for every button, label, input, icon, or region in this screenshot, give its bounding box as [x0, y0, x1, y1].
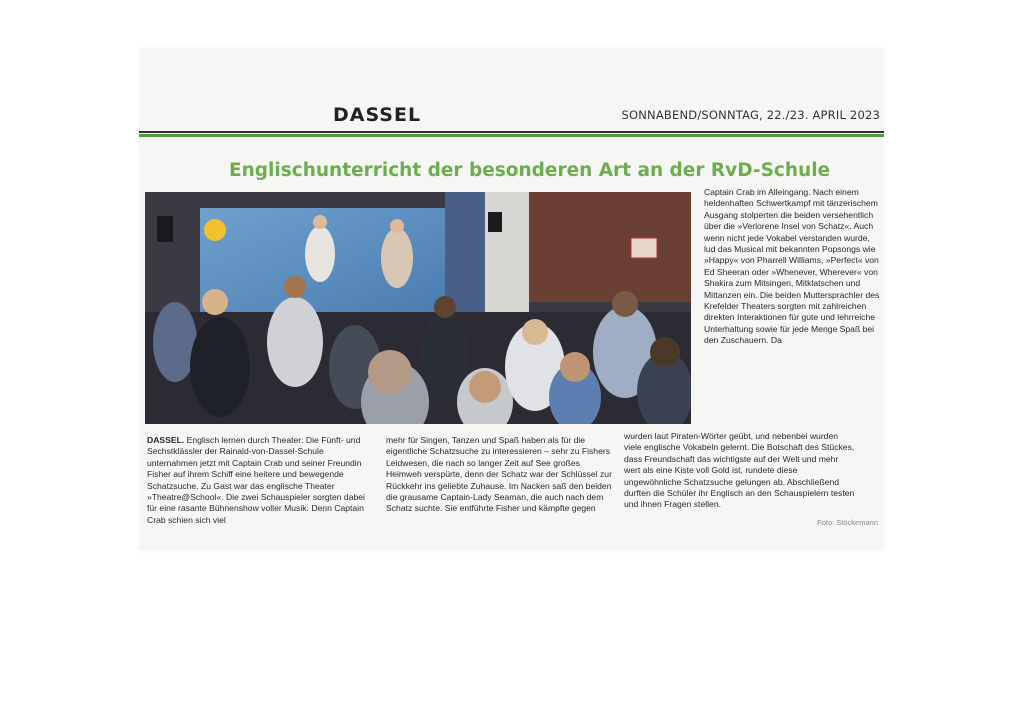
column-3-text: wurden laut Piraten-Wörter geübt, und nebenbei wurden viele englische Vokabeln gelernt. Die Botschaft des Stückes, dass Freundschaft das wichtigste auf der Welt und mehr wert als eine Kiste voll Gold ist, rundete diese ungewöhnliche Schatzsuche gelungen ab. Abschließend durften die Schüler ihr Englisch an den Schauspielern testen und ihnen Fragen stellen. — [624, 431, 855, 510]
header-place: DASSEL — [333, 104, 422, 126]
column-1-body — [147, 435, 375, 526]
column-1-text: Englisch lernen durch Theater: Die Fünft- und Sechstklässler der Rainald-von-Dassel-Schule unternahmen jetzt mit Captain Crab und seiner Freundin Fisher auf ihrem Schiff eine heitere und bewegende Schatzsuche. Zu Gast war das englische Theater »Theatre@School«. Die zwei Schauspieler sorgten dabei für eine rasante Bühnenshow voller Musik. Denn Captain Crab schien sich viel — [147, 435, 365, 525]
column-2-text: mehr für Singen, Tanzen und Spaß haben als für die eigentliche Schatzsuche zu interessieren – sehr zu Fishers Leidwesen, die nach so langer Zeit auf See großes Heimweh verspürte, denn der Schatz war der Schlüssel zur Rückkehr ins geliebte Zuhause. Im Nacken saß den beiden die grausame Captain-Lady Seaman, die auch nach dem Schatz suchte. Sie entführte Fisher und kämpfte gegen — [386, 435, 612, 514]
article-column-3 — [624, 431, 856, 511]
header-rule — [139, 131, 884, 133]
header-rule-green — [139, 134, 884, 137]
article-column-2 — [386, 435, 614, 515]
newspaper-clipping — [139, 48, 884, 550]
photo-credit: Foto: Stöckemann — [817, 518, 878, 527]
column-side-text: Captain Crab im Alleingang. Nach einem heldenhaften Schwertkampf mit tänzerischem Ausgang stolperten die beiden versehentlich über die »Verlorene Insel von Schatz«. Auch wenn nicht jede Vokabel verstanden wurde, lud das Musical mit bekannten Popsongs wie »Happy« von Pharrell Williams, »Perfect« von Ed Sheeran oder »Whenever, Wherever« von Shakira zum Mitsingen, Mitklatschen und Mittanzen ein. Die beiden Muttersprachler des Krefelder Theaters sorgten mit zahlreichen direkten Interaktionen für gute und lehrreiche Unterhaltung sowie für jede Menge Spaß bei den Zuschauern. Da — [704, 187, 880, 346]
article-photo — [145, 192, 691, 424]
header-date: SONNABEND/SONNTAG, 22./23. APRIL 2023 — [621, 108, 880, 122]
article-column-1 — [147, 435, 375, 526]
article-column-side — [704, 187, 882, 347]
dateline: DASSEL. — [147, 435, 185, 445]
article-headline: Englischunterricht der besonderen Art an der RvD-Schule — [229, 160, 831, 181]
